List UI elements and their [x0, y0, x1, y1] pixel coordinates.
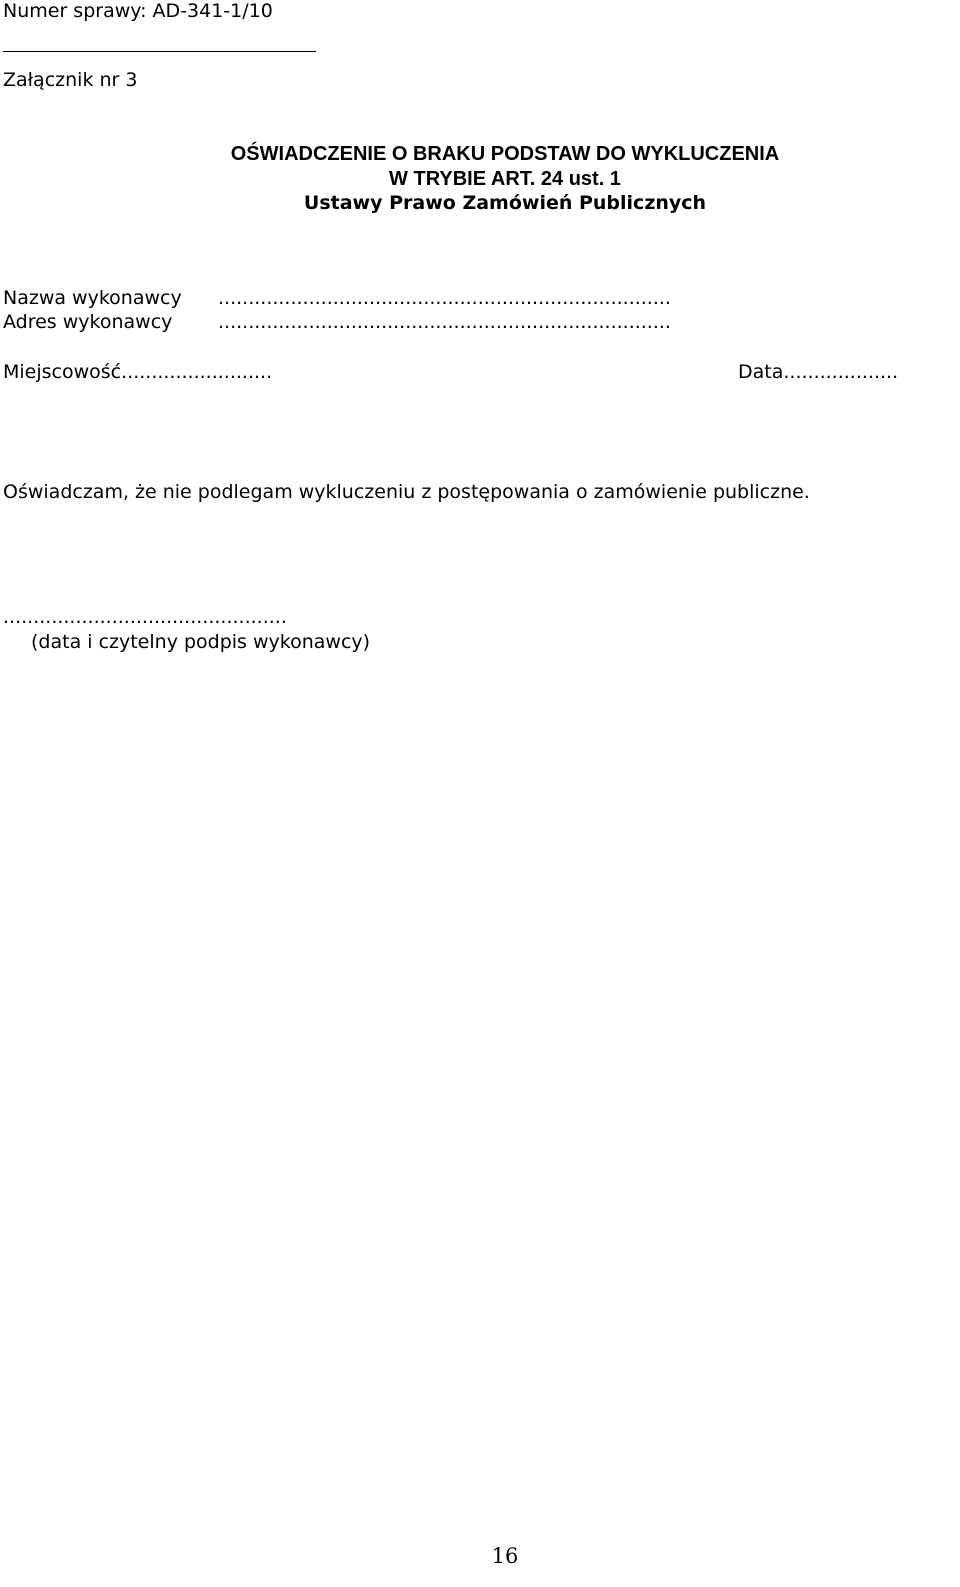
signature-caption: (data i czytelny podpis wykonawcy): [31, 631, 371, 653]
page-number: 16: [491, 1544, 519, 1568]
contractor-address-field[interactable]: ...........................................................................: [218, 311, 671, 333]
contractor-name-label: Nazwa wykonawcy: [3, 287, 182, 309]
signature-field[interactable]: ...............................................: [3, 606, 287, 628]
place-field[interactable]: Miejscowość.........................: [3, 361, 273, 383]
annex-label: Załącznik nr 3: [3, 69, 138, 91]
contractor-name-field[interactable]: ...........................................................................: [218, 287, 671, 309]
document-title-line-1: OŚWIADCZENIE O BRAKU PODSTAW DO WYKLUCZENIA: [230, 143, 780, 165]
contractor-address-label: Adres wykonawcy: [3, 311, 173, 333]
document-title-line-2: W TRYBIE ART. 24 ust. 1: [389, 168, 621, 190]
case-number: Numer sprawy: AD-341-1/10: [3, 0, 273, 22]
document-title-line-3: Ustawy Prawo Zamówień Publicznych: [303, 192, 707, 214]
statement-text: Oświadczam, że nie podlegam wykluczeniu z postępowania o zamówienie publiczne.: [3, 481, 810, 503]
date-field[interactable]: Data...................: [738, 361, 899, 383]
header-divider: [3, 51, 316, 52]
